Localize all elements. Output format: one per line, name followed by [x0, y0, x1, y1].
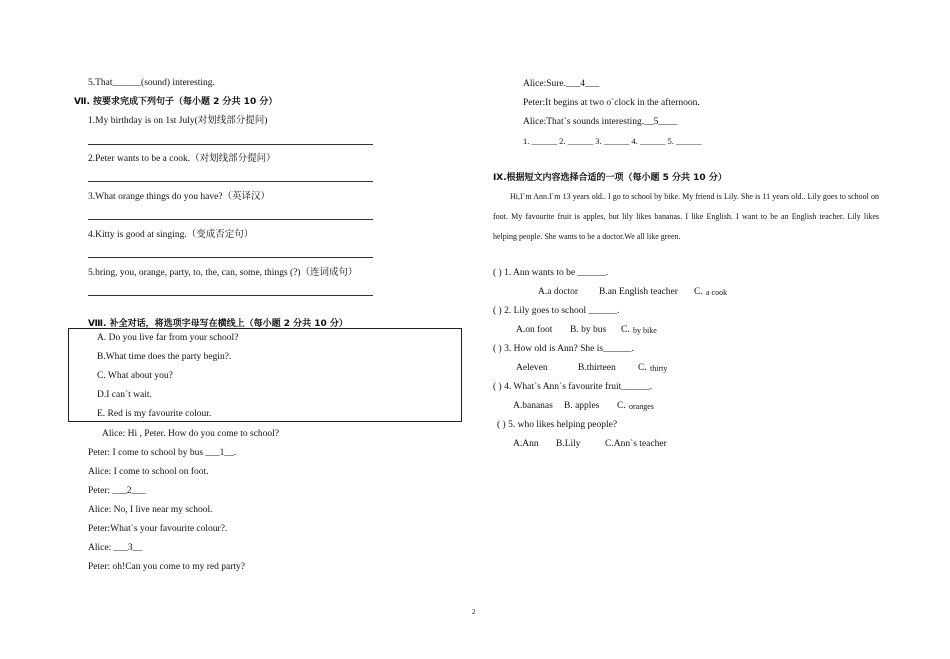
- reading-q3: ( ) 3. How old is Ann? She is______.: [493, 344, 634, 354]
- reading-q4: ( ) 4. What`s Ann`s favourite fruit______.: [493, 382, 653, 392]
- section-8-heading: Ⅷ. 补全对话，将选项字母写在横线上（每小题 2 分共 10 分）: [88, 319, 348, 329]
- section-7-heading: Ⅶ. 按要求完成下列句子（每小题 2 分共 10 分）: [74, 97, 278, 107]
- answer-line-4[interactable]: [88, 257, 373, 258]
- dialogue-line-5: Alice: No, I live near my school.: [88, 505, 213, 515]
- q5-option-c[interactable]: C.Ann`s teacher: [605, 439, 667, 449]
- sec7-item-5: 5.bring, you, orange, party, to, the, can, some, things (?)（连词成句）: [88, 268, 358, 278]
- q3-option-c-text: thirty: [650, 364, 668, 373]
- option-d: D.I can`t wait.: [97, 390, 152, 400]
- q3-option-b[interactable]: B.thirteen: [578, 363, 616, 373]
- sec7-item-3: 3.What orange things do you have?（英译汉）: [88, 192, 271, 202]
- dialogue-line-4: Peter: ___2___: [88, 486, 146, 496]
- dialogue-line-8: Peter: oh!Can you come to my red party?: [88, 562, 245, 572]
- option-b: B.What time does the party begin?.: [97, 352, 232, 362]
- q5-option-b[interactable]: B.Lily: [556, 439, 581, 449]
- q1-option-c-text: a cook: [706, 288, 728, 297]
- dialogue-cont-1: Alice:Sure.___4___: [523, 79, 600, 89]
- q3-option-c-label[interactable]: C.: [638, 363, 647, 373]
- dialogue-cont-2: Peter:It begins at two o`clock in the afternoon.: [523, 98, 700, 108]
- option-c: C. What about you?: [97, 371, 173, 381]
- sec7-item-2: 2.Peter wants to be a cook.（对划线部分提问）: [88, 154, 276, 164]
- q4-option-c-label[interactable]: C.: [617, 401, 626, 411]
- dialogue-line-3: Alice: I come to school on foot.: [88, 467, 209, 477]
- reading-q1: ( ) 1. Ann wants to be ______.: [493, 268, 609, 278]
- q2-option-c-label[interactable]: C.: [621, 325, 630, 335]
- q4-option-c-text: oranges: [629, 402, 654, 411]
- q3-option-a[interactable]: Aeleven: [516, 363, 548, 373]
- section-9-heading: Ⅸ.根据短文内容选择合适的一项（每小题 5 分共 10 分）: [493, 173, 727, 183]
- answer-line-5[interactable]: [88, 295, 373, 296]
- option-a: A. Do you live far from your school?: [97, 333, 239, 343]
- dialogue-line-1: Alice: Hi , Peter. How do you come to school?: [102, 429, 280, 439]
- sec7-item-4: 4.Kitty is good at singing.（变成否定句）: [88, 230, 254, 240]
- answer-line-3[interactable]: [88, 219, 373, 220]
- prev-question-5: 5.That______(sound) interesting.: [88, 78, 215, 88]
- sec7-item-1: 1.My birthday is on 1st July(对划线部分提问): [88, 116, 268, 126]
- answer-line-1[interactable]: [88, 144, 373, 145]
- reading-q5: ( ) 5. who likes helping people?: [497, 420, 618, 430]
- reading-q2: ( ) 2. Lily goes to school ______.: [493, 306, 620, 316]
- q1-option-c-label[interactable]: C.: [694, 287, 703, 297]
- q4-option-a[interactable]: A.bananas: [513, 401, 553, 411]
- q2-option-a[interactable]: A.on foot: [516, 325, 553, 335]
- dialogue-line-6: Peter:What`s your favourite colour?.: [88, 524, 228, 534]
- dialogue-line-7: Alice: ___3__: [88, 543, 143, 553]
- q1-option-a[interactable]: A.a doctor: [538, 287, 579, 297]
- q4-option-b[interactable]: B. apples: [564, 401, 600, 411]
- page-number: 2: [472, 608, 476, 616]
- answer-blanks[interactable]: 1. ______ 2. ______ 3. ______ 4. ______ 5. ______: [523, 136, 702, 146]
- option-e: E. Red is my favourite colour.: [97, 409, 212, 419]
- q2-option-b[interactable]: B. by bus: [570, 325, 607, 335]
- dialogue-line-2: Peter: I come to school by bus ___1__.: [88, 448, 237, 458]
- answer-line-2[interactable]: [88, 181, 373, 182]
- q5-option-a[interactable]: A.Ann: [513, 439, 539, 449]
- q2-option-c-text: by bike: [633, 326, 657, 335]
- q1-option-b[interactable]: B.an English teacher: [599, 287, 678, 297]
- reading-passage: Hi,I`m Ann.I`m 13 years old.. I go to school by bike. My friend is Lily. She is 11 years old.. Lily goes to school on foot. My favourite fruit is apples, but lily likes bananas. I like English. I want to be an English teacher. Lily likes helping people. She wants to be a doctor.We all like green.: [493, 192, 879, 241]
- dialogue-cont-3: Alice:That`s sounds interesting.__5____: [523, 117, 678, 127]
